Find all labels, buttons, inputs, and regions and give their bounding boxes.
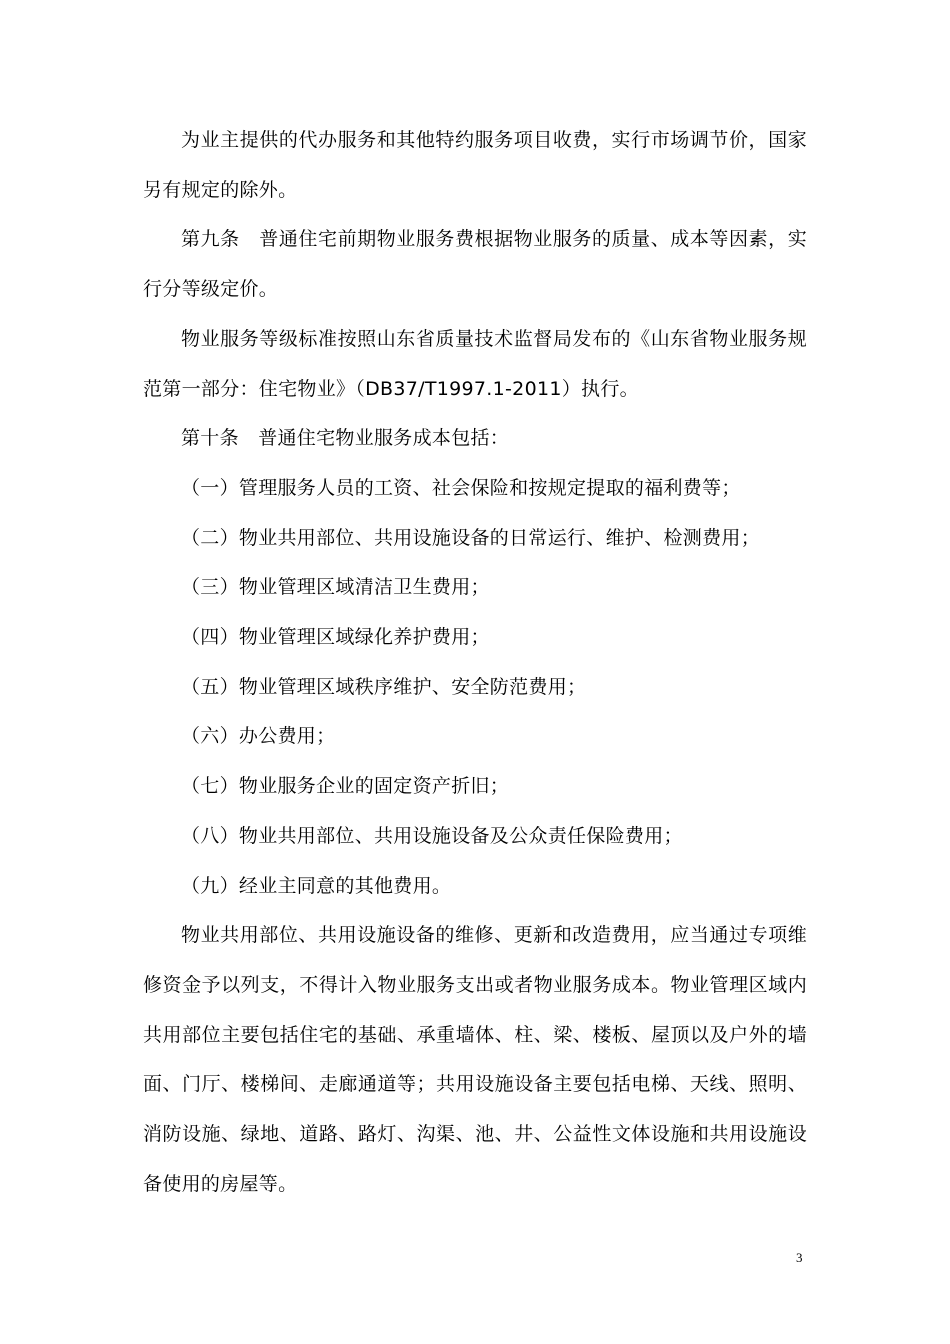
list-item-2: （二）物业共用部位、共用设施设备的日常运行、维护、检测费用； <box>181 526 761 549</box>
list-item-1: （一）管理服务人员的工资、社会保险和按规定提取的福利费等； <box>181 476 741 499</box>
list-item-7: （七）物业服务企业的固定资产折旧； <box>181 775 510 798</box>
list-item-4: （四）物业管理区域绿化养护费用； <box>181 626 490 649</box>
page-number: 3 <box>796 1250 803 1265</box>
list-item-3: （三）物业管理区域清洁卫生费用； <box>181 576 490 599</box>
paragraph-service-standard: 物业服务等级标准按照山东省质量技术监督局发布的《山东省物业服务规范第一部分：住宅物业》（DB37/T1997.1-2011）执行。 <box>143 327 807 400</box>
list-item-6: （六）办公费用； <box>181 725 336 748</box>
paragraph-special-services-fee: 为业主提供的代办服务和其他特约服务项目收费，实行市场调节价，国家另有规定的除外。 <box>143 129 807 201</box>
document-body <box>143 116 807 1209</box>
paragraph-article-10: 第十条 普通住宅物业服务成本包括： <box>181 427 510 450</box>
list-item-8: （八）物业共用部位、共用设施设备及公众责任保险费用； <box>181 824 683 847</box>
list-item-9: （九）经业主同意的其他费用。 <box>181 874 452 897</box>
paragraph-shared-facilities: 物业共用部位、共用设施设备的维修、更新和改造费用，应当通过专项维修资金予以列支，不得计入物业服务支出或者物业服务成本。物业管理区域内共用部位主要包括住宅的基础、承重墙体、柱、梁、楼板、屋顶以及户外的墙面、门厅、楼梯间、走廊通道等；共用设施设备主要包括电梯、天线、照明、消防设施、绿地、道路、路灯、沟渠、池、井、公益性文体设施和共用设施设备使用的房屋等。 <box>143 924 807 1195</box>
paragraph-article-9: 第九条 普通住宅前期物业服务费根据物业服务的质量、成本等因素，实行分等级定价。 <box>143 228 807 301</box>
list-item-5: （五）物业管理区域秩序维护、安全防范费用； <box>181 675 587 698</box>
